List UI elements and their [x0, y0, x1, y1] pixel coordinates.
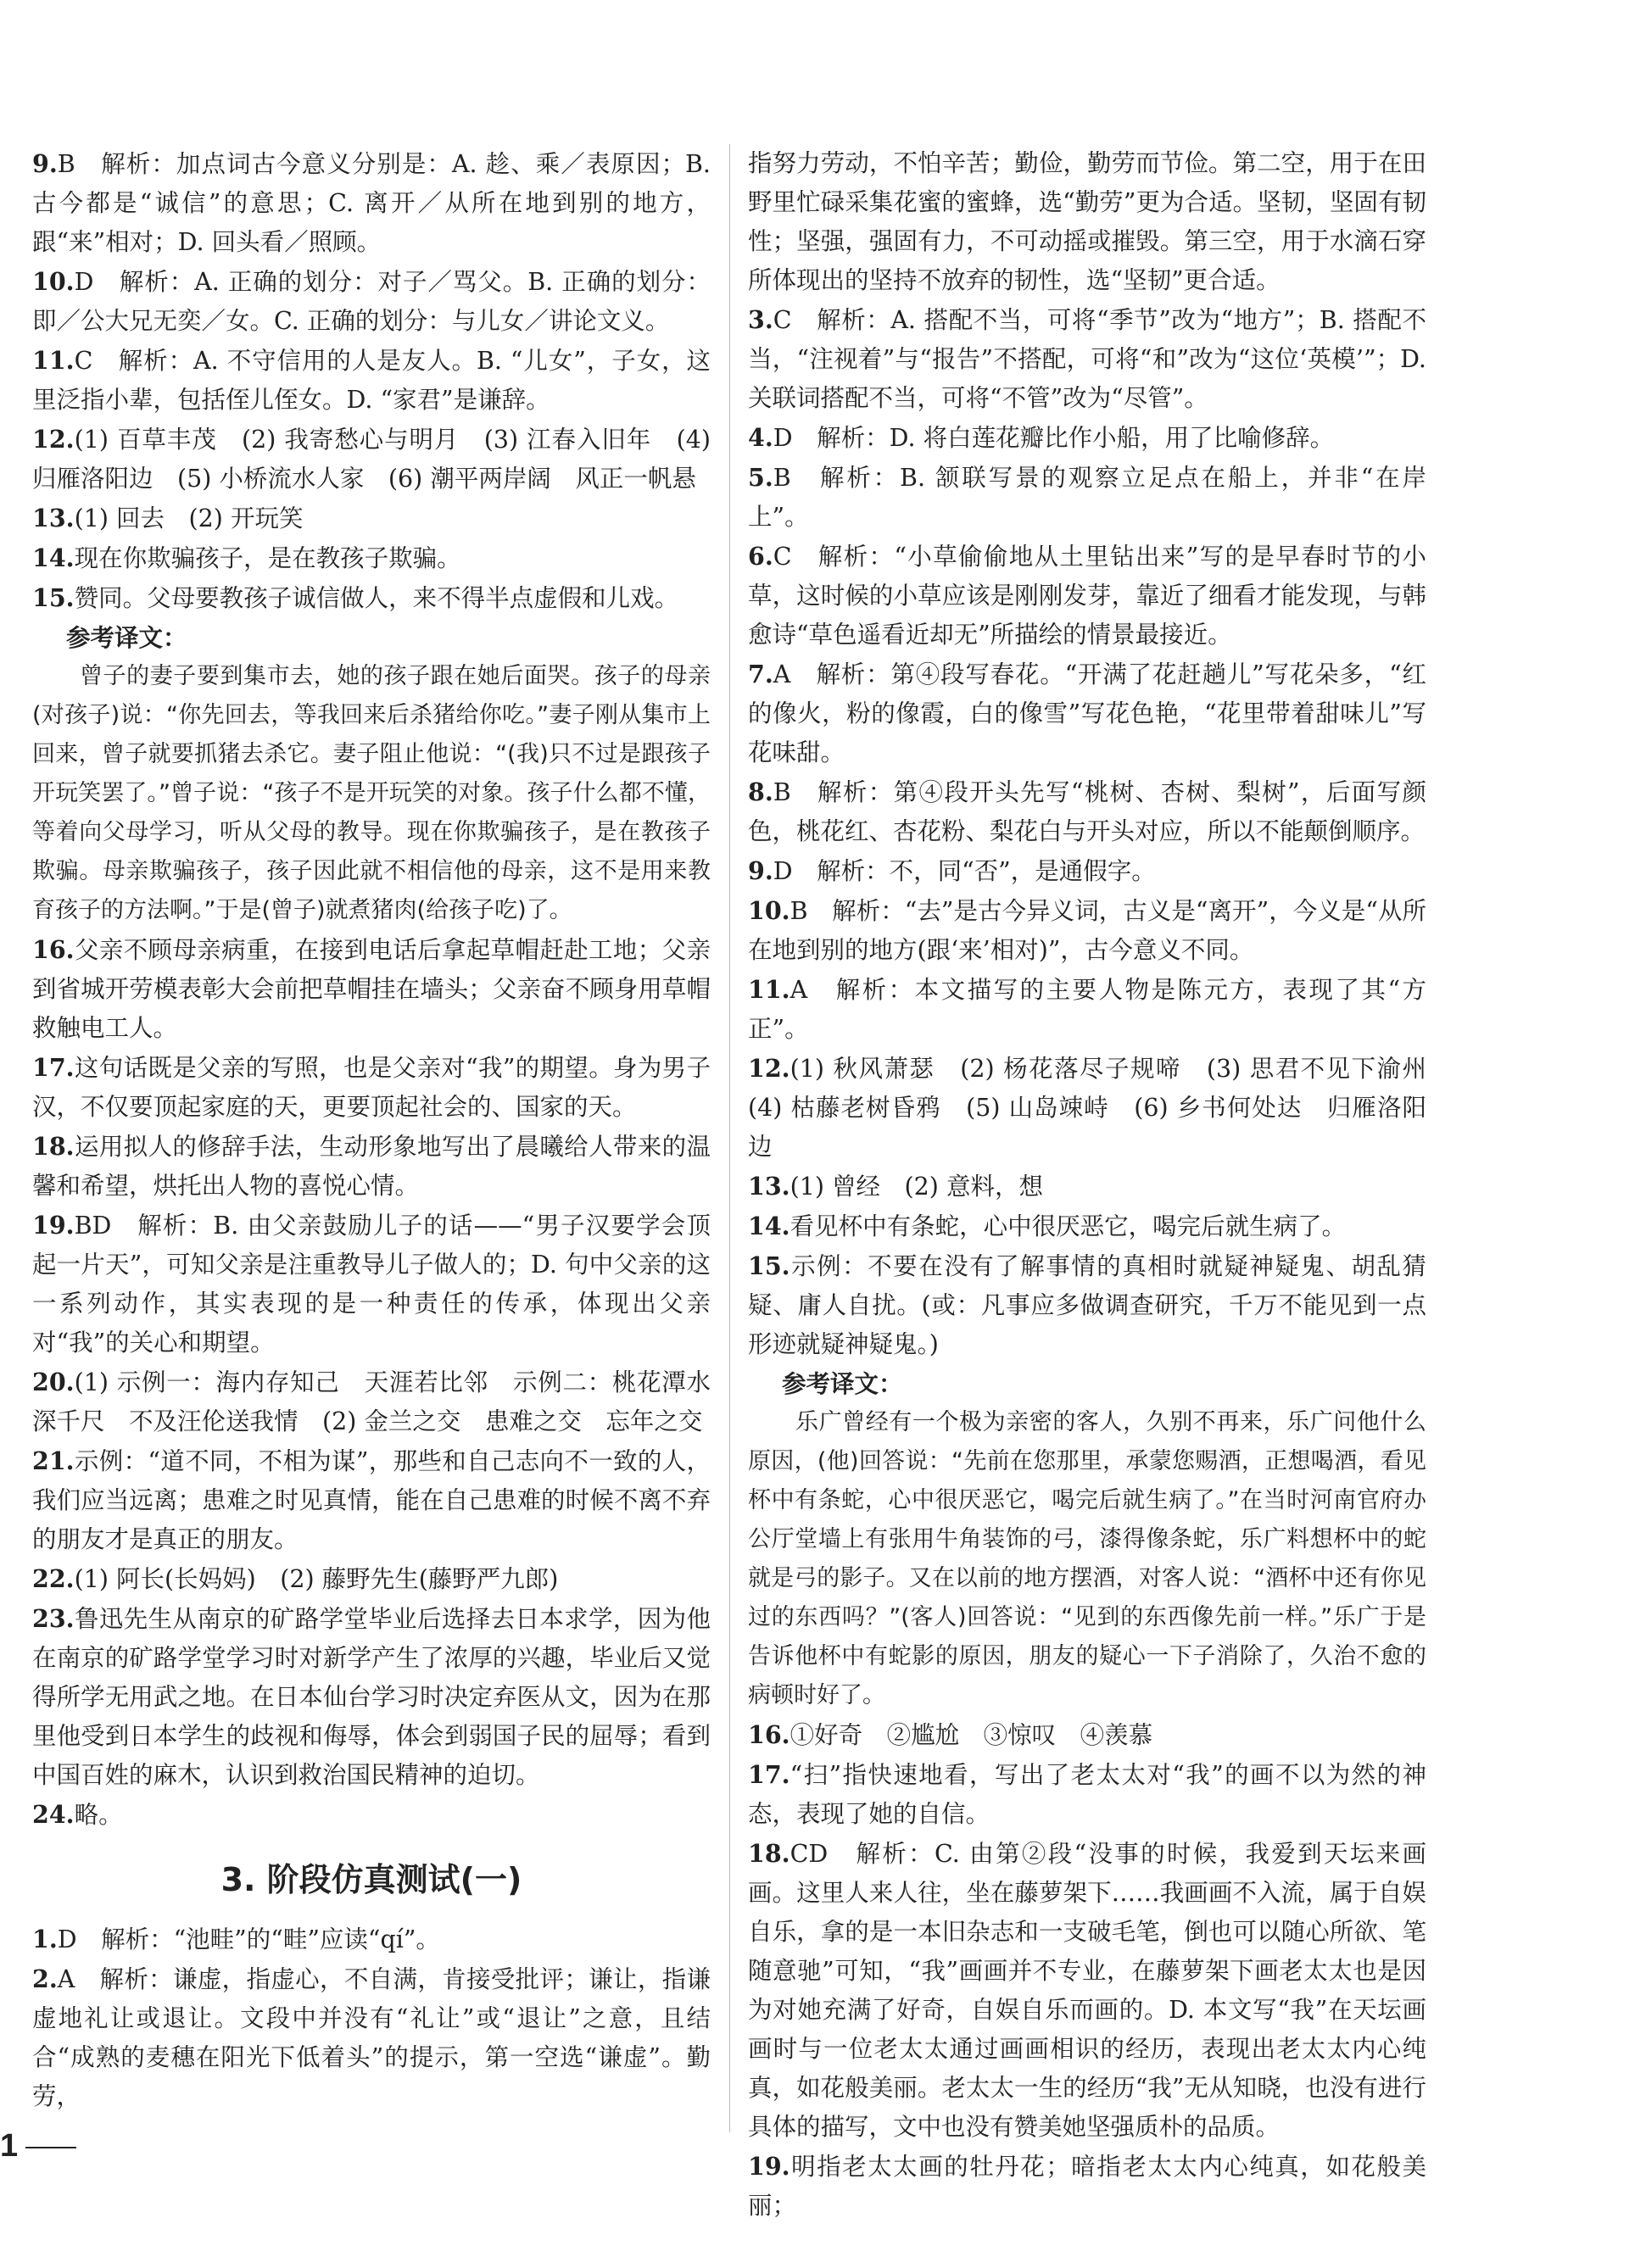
answer-number: 9. — [32, 149, 58, 178]
column-divider — [729, 144, 730, 2132]
answer-item — [748, 1167, 1426, 1206]
answer-number: 6. — [748, 542, 773, 571]
answer-text: (1) 百草丰茂 (2) 我寄愁心与明月 (3) 江春入旧年 (4) 归雁洛阳边 (5) 小桥流水人家 (6) 潮平两岸阔 风正一帆悬 — [32, 426, 711, 493]
answer-item — [748, 851, 1426, 891]
right-column — [748, 144, 1451, 2226]
answer-item — [32, 1959, 711, 2116]
answer-text: C 解析：A. 不守信用的人是友人。B. “儿女”，子女，这里泛指小辈，包括侄儿侄女。D. “家君”是谦辞。 — [32, 347, 711, 414]
answer-item — [32, 420, 711, 499]
answer-text: A 解析：第④段写春花。“开满了花赶趟儿”写花朵多，“红的像火，粉的像霞，白的像雪”写花色艳，“花里带着甜味儿”写花味甜。 — [748, 660, 1426, 766]
answer-text: C 解析：“小草偷偷地从土里钻出来”写的是早春时节的小草，这时候的小草应该是刚刚发芽，靠近了细看才能发现，与韩愈诗“草色遥看近却无”所描绘的情景最接近。 — [748, 543, 1426, 649]
answer-number: 21. — [32, 1446, 75, 1475]
answer-text: 看见杯中有条蛇，心中很厌恶它，喝完后就生病了。 — [790, 1212, 1347, 1240]
answer-item — [32, 1362, 711, 1441]
answer-item — [748, 458, 1426, 537]
answer-number: 11. — [32, 346, 75, 375]
answer-number: 10. — [748, 896, 790, 925]
page-number: 1 — [0, 2128, 19, 2164]
translation-text: 曾子的妻子要到集市去，她的孩子跟在她后面哭。孩子的母亲(对孩子)说：“你先回去，等我回来后杀猪给你吃。”妻子刚从集市上回来，曾子就要抓猪去杀它。妻子阻止他说：“(我)只不过是跟孩子开玩笑罢了。”曾子说：“孩子不是开玩笑的对象。孩子什么都不懂，等着向父母学习，听从父母的教导。现在你欺骗孩子，是在教孩子欺骗。母亲欺骗孩子，孩子因此就不相信他的母亲，这不是用来教育孩子的方法啊。”于是(曾子)就煮猪肉(给孩子吃)了。 — [32, 663, 711, 923]
answer-item — [748, 418, 1426, 458]
left-column — [32, 144, 711, 2116]
answer-text: 示例：不要在没有了解事情的真相时就疑神疑鬼、胡乱猜疑、庸人自扰。(或：凡事应多做调查研究，千万不能见到一点形迹就疑神疑鬼。) — [748, 1252, 1426, 1358]
answer-text: 现在你欺骗孩子，是在教孩子欺骗。 — [74, 544, 461, 572]
answer-text: B 解析：B. 颔联写景的观察立足点在船上，并非“在岸上”。 — [748, 464, 1426, 531]
answer-number: 11. — [748, 975, 790, 1004]
answer-number: 10. — [32, 267, 75, 296]
answer-item — [748, 772, 1426, 851]
answer-number: 7. — [748, 660, 773, 688]
answer-text: D 解析：不，同“否”，是通假字。 — [773, 857, 1156, 885]
answer-text: 鲁迅先生从南京的矿路学堂毕业后选择去日本求学，因为他在南京的矿路学堂学习时对新学产生了浓厚的兴趣，毕业后又觉得所学无用武之地。在日本仙台学习时决定弃医从文，因为在那里他受到日本学生的歧视和侮辱，体会到弱国子民的屈辱；看到中国百姓的麻木，认识到救治国民精神的迫切。 — [32, 1605, 711, 1789]
answer-number: 19. — [748, 2152, 790, 2181]
answer-number: 20. — [32, 1368, 75, 1396]
answer-item — [748, 537, 1426, 655]
answer-text: 赞同。父母要教孩子诚信做人，来不得半点虚假和儿戏。 — [74, 584, 679, 612]
answer-number: 1. — [32, 1925, 58, 1953]
answer-text: CD 解析：C. 由第②段“没事的时候，我爱到天坛来画画。这里人来人往，坐在藤萝架下……我画画不入流，属于自娱自乐，拿的是一本旧杂志和一支破毛笔，倒也可以随心所欲、笔随意驰”可知，“我”画画并不专业，在藤萝架下画老太太也是因为对她充满了好奇，自娱自乐而画的。D. 本文写“我”在天坛画画时与一位老太太通过画画相识的经历，表现出老太太内心纯真，如花般美丽。老太太一生的经历“我”无从知晓，也没有进行具体的描写，文中也没有赞美她坚强质朴的品质。 — [748, 1840, 1426, 2141]
answer-item — [748, 1049, 1451, 1167]
answer-number: 13. — [748, 1172, 790, 1201]
answer-text: (1) 秋风萧瑟 (2) 杨花落尽子规啼 (3) 思君不见下渝州 (4) 枯藤老树昏鸦 (5) 山岛竦峙 (6) 乡书何处达 归雁洛阳边 — [748, 1055, 1451, 1161]
answer-number: 15. — [32, 583, 75, 612]
translation-label: 参考译文： — [66, 623, 187, 652]
section-title: 3. 阶段仿真测试(一) — [220, 1861, 522, 1898]
answer-text: B 解析：“去”是古今异义词，古义是“离开”，今义是“从所在地到别的地方(跟‘来’相对)”，古今意义不同。 — [748, 897, 1426, 964]
answer-item — [748, 1246, 1426, 1364]
answer-number: 16. — [748, 1720, 790, 1749]
answer-number: 17. — [32, 1053, 75, 1082]
answer-item — [748, 1834, 1426, 2147]
answer-item — [32, 1441, 711, 1559]
answer-text: 运用拟人的修辞手法，生动形象地写出了晨曦给人带来的温馨和希望，烘托出人物的喜悦心情。 — [32, 1133, 711, 1200]
answer-item — [32, 930, 711, 1048]
answer-text: (1) 曾经 (2) 意料，想 — [790, 1173, 1043, 1201]
answer-text: D 解析：“池畦”的“畦”应读“qí”。 — [57, 1925, 440, 1953]
answer-number: 12. — [748, 1054, 790, 1083]
answer-text: (1) 阿长(长妈妈) (2) 藤野先生(藤野严九郎) — [74, 1565, 559, 1593]
answer-text: (1) 示例一：海内存知己 天涯若比邻 示例二：桃花潭水深千尺 不及汪伦送我情 (2) 金兰之交 患难之交 忘年之交 — [32, 1368, 711, 1435]
answer-number: 4. — [748, 423, 773, 452]
answer-number: 18. — [32, 1132, 75, 1161]
answer-number: 14. — [32, 543, 75, 572]
answer-number: 16. — [32, 935, 75, 964]
translation-label: 参考译文： — [782, 1369, 903, 1398]
answer-item — [32, 499, 711, 538]
continued-answer: 指努力劳动，不怕辛苦；勤俭，勤劳而节俭。第二空，用于在田野里忙碌采集花蜜的蜜蜂，选“勤劳”更为合适。坚韧，坚固有韧性；坚强，强固有力，不可动摇或摧毁。第三空，用于水滴石穿所体现出的坚持不放弃的韧性，选“坚韧”更合适。 — [748, 149, 1426, 294]
answer-item — [748, 300, 1426, 418]
answer-item — [748, 891, 1426, 970]
answer-item — [32, 341, 711, 420]
answer-text: “扫”指快速地看，写出了老太太对“我”的画不以为然的神态，表现了她的自信。 — [748, 1761, 1426, 1828]
answer-text: D 解析：D. 将白莲花瓣比作小船，用了比喻修辞。 — [773, 424, 1335, 452]
answer-number: 13. — [32, 504, 75, 532]
answer-text: A 解析：本文描写的主要人物是陈元方，表现了其“方正”。 — [748, 976, 1426, 1043]
answer-number: 8. — [748, 777, 773, 806]
answer-item — [748, 2147, 1426, 2226]
answer-item — [32, 1048, 711, 1127]
answer-number: 23. — [32, 1604, 75, 1633]
answer-text: ①好奇 ②尴尬 ③惊叹 ④羡慕 — [790, 1721, 1153, 1749]
answer-item — [32, 538, 711, 578]
answer-text: D 解析：A. 正确的划分：对子／骂父。B. 正确的划分：即／公大兄无奕／女。C. 正确的划分：与儿女／讲论文义。 — [32, 268, 711, 335]
answer-item — [748, 1715, 1426, 1755]
answer-item — [748, 1755, 1426, 1834]
answer-number: 12. — [32, 425, 75, 454]
answer-text: BD 解析：B. 由父亲鼓励儿子的话——“男子汉要学会顶起一片天”，可知父亲是注重教导儿子做人的；D. 句中父亲的这一系列动作，其实表现的是一种责任的传承，体现出父亲对“我”的关心和期望。 — [32, 1212, 711, 1357]
answer-text: 示例：“道不同，不相为谋”，那些和自己志向不一致的人，我们应当远离；患难之时见真情，能在自己患难的时候不离不弃的朋友才是真正的朋友。 — [32, 1447, 711, 1553]
answer-number: 14. — [748, 1212, 790, 1240]
answer-number: 18. — [748, 1839, 790, 1868]
answer-number: 3. — [748, 305, 773, 334]
answer-number: 9. — [748, 856, 773, 885]
answer-text: A 解析：谦虚，指虚心，不自满，肯接受批评；谦让，指谦虚地礼让或退让。文段中并没有“礼让”或“退让”之意，且结合“成熟的麦穗在阳光下低着头”的提示，第一空选“谦虚”。勤劳， — [32, 1965, 711, 2110]
answer-number: 22. — [32, 1564, 75, 1593]
answer-text: 父亲不顾母亲病重，在接到电话后拿起草帽赶赴工地；父亲到省城开劳模表彰大会前把草帽挂在墙头；父亲奋不顾身用草帽救触电工人。 — [32, 936, 711, 1042]
answer-item — [32, 1127, 711, 1206]
translation-text: 乐广曾经有一个极为亲密的客人，久别不再来，乐广问他什么原因，(他)回答说：“先前在您那里，承蒙您赐酒，正想喝酒，看见杯中有条蛇，心中很厌恶它，喝完后就生病了。”在当时河南官府办公厅堂墙上有张用牛角装饰的弓，漆得像条蛇，乐广料想杯中的蛇就是弓的影子。又在以前的地方摆酒，对客人说：“酒杯中还有你见过的东西吗？”(客人)回答说：“见到的东西像先前一样。”乐广于是告诉他杯中有蛇影的原因，朋友的疑心一下子消除了，久治不愈的病顿时好了。 — [748, 1409, 1426, 1708]
answer-text: (1) 回去 (2) 开玩笑 — [74, 504, 304, 532]
answer-number: 17. — [748, 1760, 790, 1789]
answer-item — [748, 970, 1426, 1049]
answer-number: 2. — [32, 1964, 58, 1993]
answer-text: 略。 — [74, 1801, 123, 1829]
answer-number: 5. — [748, 463, 773, 492]
answer-item — [32, 578, 711, 618]
answer-item — [32, 1795, 711, 1835]
answer-item — [32, 262, 711, 341]
answer-item — [32, 144, 711, 262]
answer-text: 明指老太太画的牡丹花；暗指老太太内心纯真，如花般美丽； — [748, 2153, 1426, 2220]
answer-item — [32, 1559, 711, 1599]
answer-item — [32, 1206, 711, 1362]
answer-text: 这句话既是父亲的写照，也是父亲对“我”的期望。身为男子汉，不仅要顶起家庭的天，更要顶起社会的、国家的天。 — [32, 1054, 711, 1121]
answer-item — [748, 655, 1426, 772]
answer-item — [748, 1206, 1426, 1246]
footer-dash — [25, 2147, 76, 2148]
answer-item — [32, 1920, 711, 1959]
answer-text: B 解析：第④段开头先写“桃树、杏树、梨树”，后面写颜色，桃花红、杏花粉、梨花白与开头对应，所以不能颠倒顺序。 — [748, 778, 1426, 845]
answer-number: 24. — [32, 1800, 75, 1829]
answer-text: C 解析：A. 搭配不当，可将“季节”改为“地方”；B. 搭配不当，“注视着”与“报告”不搭配，可将“和”改为“这位‘英模’”；D. 关联词搭配不当，可将“不管”改为“尽管”。 — [748, 306, 1426, 412]
answer-item — [32, 1599, 711, 1795]
answer-number: 19. — [32, 1211, 75, 1240]
answer-text: B 解析：加点词古今意义分别是：A. 趁、乘／表原因；B. 古今都是“诚信”的意思；C. 离开／从所在地到别的地方，跟“来”相对；D. 回头看／照顾。 — [32, 150, 711, 256]
answer-number: 15. — [748, 1251, 790, 1280]
